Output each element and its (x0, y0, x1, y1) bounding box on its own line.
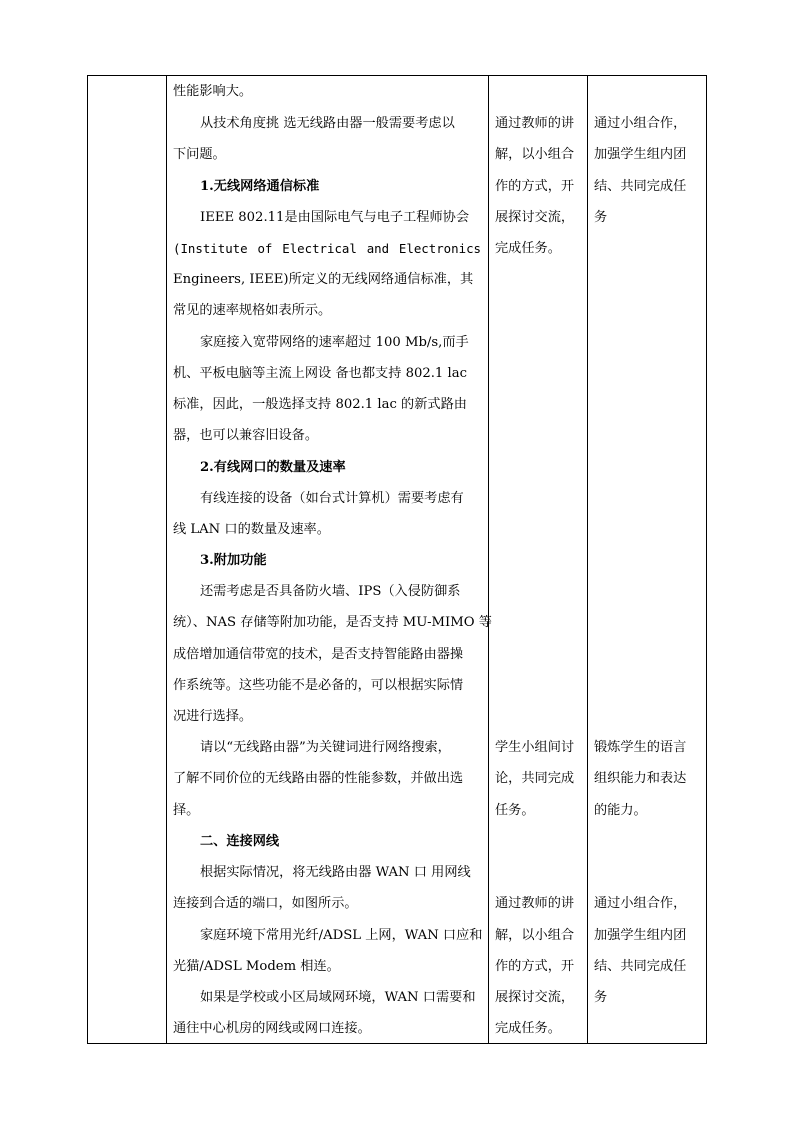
text-line: Engineers, IEEE)所定义的无线网络通信标准，其 (173, 272, 474, 287)
text-line: (Institute of Electrical and Electronics (173, 241, 481, 256)
text-line: 结、共同完成任 (594, 959, 687, 974)
text-line: 通过小组合作， (594, 896, 687, 911)
text-line: 学生小组间讨 (495, 740, 575, 755)
text-line: 光猫/ADSL Modem 相连。 (173, 959, 340, 974)
text-line: 器，也可以兼容旧设备。 (173, 428, 319, 443)
table-bottom-border (87, 1043, 707, 1044)
text-line: 从技术角度挑 选无线路由器一般需要考虑以 (200, 116, 455, 131)
text-line: 组织能力和表达 (594, 771, 687, 786)
column-divider-3 (587, 75, 588, 1044)
column-divider-2 (488, 75, 489, 1044)
text-line: 有线连接的设备（如台式计算机）需要考虑有 (200, 491, 464, 506)
text-line: 择。 (173, 803, 200, 818)
text-line: 还需考虑是否具备防火墙、IPS（入侵防御系 (200, 584, 461, 599)
table-top-border (87, 75, 707, 76)
text-line: 请以“无线路由器”为关键词进行网络搜索， (200, 740, 451, 755)
text-line: 如果是学校或小区局域网环境，WAN 口需要和 (200, 990, 476, 1005)
text-line: 加强学生组内团 (594, 147, 687, 162)
text-line: 通过教师的讲 (495, 896, 575, 911)
text-line: 结、共同完成任 (594, 179, 687, 194)
text-line: 常见的速率规格如表所示。 (173, 303, 332, 318)
text-line: 统）、NAS 存储等附加功能，是否支持 MU-MIMO 等 (173, 615, 492, 630)
text-line: 通过教师的讲 (495, 116, 575, 131)
text-line: 性能影响大。 (173, 84, 253, 99)
text-line: 展探讨交流， (495, 990, 575, 1005)
text-line: 务 (594, 210, 608, 225)
text-line: 解，以小组合 (495, 147, 575, 162)
text-line: 家庭环境下常用光纤/ADSL 上网，WAN 口应和 (200, 928, 483, 943)
text-line: 务 (594, 990, 608, 1005)
table-left-border (87, 75, 88, 1044)
text-line: 线 LAN 口的数量及速率。 (173, 522, 330, 537)
text-line: 根据实际情况，将无线路由器 WAN 口 用网线 (200, 865, 471, 880)
text-line: 完成任务。 (495, 241, 561, 256)
text-line: IEEE 802.11是由国际电气与电子工程师协会 (200, 210, 470, 225)
text-line: 机、平板电脑等主流上网设 备也都支持 802.1 lac (173, 366, 467, 381)
section-heading: 3.附加功能 (200, 553, 267, 568)
text-line: 下问题。 (173, 147, 226, 162)
section-heading: 1.无线网络通信标准 (200, 179, 320, 194)
text-line: 连接到合适的端口，如图所示。 (173, 896, 358, 911)
text-line: 完成任务。 (495, 1021, 561, 1036)
table-right-border (706, 75, 707, 1044)
column-divider-1 (166, 75, 167, 1044)
text-line: 成倍增加通信带宽的技术，是否支持智能路由器操 (173, 647, 464, 662)
text-line: 标准，因此，一般选择支持 802.1 lac 的新式路由 (173, 397, 467, 412)
text-line: 家庭接入宽带网络的速率超过 100 Mb/s,而手 (200, 335, 469, 350)
text-line: 的能力。 (594, 803, 647, 818)
text-line: 况进行选择。 (173, 709, 253, 724)
text-line: 通往中心机房的网线或网口连接。 (173, 1021, 371, 1036)
text-line: 展探讨交流， (495, 210, 575, 225)
text-line: 通过小组合作， (594, 116, 687, 131)
text-line: 作的方式，开 (495, 179, 575, 194)
text-line: 解，以小组合 (495, 928, 575, 943)
section-heading: 二、连接网线 (200, 834, 280, 849)
text-line: 了解不同价位的无线路由器的性能参数，并做出选 (173, 771, 464, 786)
section-heading: 2.有线网口的数量及速率 (200, 460, 346, 475)
text-line: 加强学生组内团 (594, 928, 687, 943)
text-line: 作的方式，开 (495, 959, 575, 974)
text-line: 论，共同完成 (495, 771, 575, 786)
text-line: 锻炼学生的语言 (594, 740, 687, 755)
text-line: 任务。 (495, 803, 535, 818)
text-line: 作系统等。这些功能不是必备的，可以根据实际情 (173, 678, 464, 693)
